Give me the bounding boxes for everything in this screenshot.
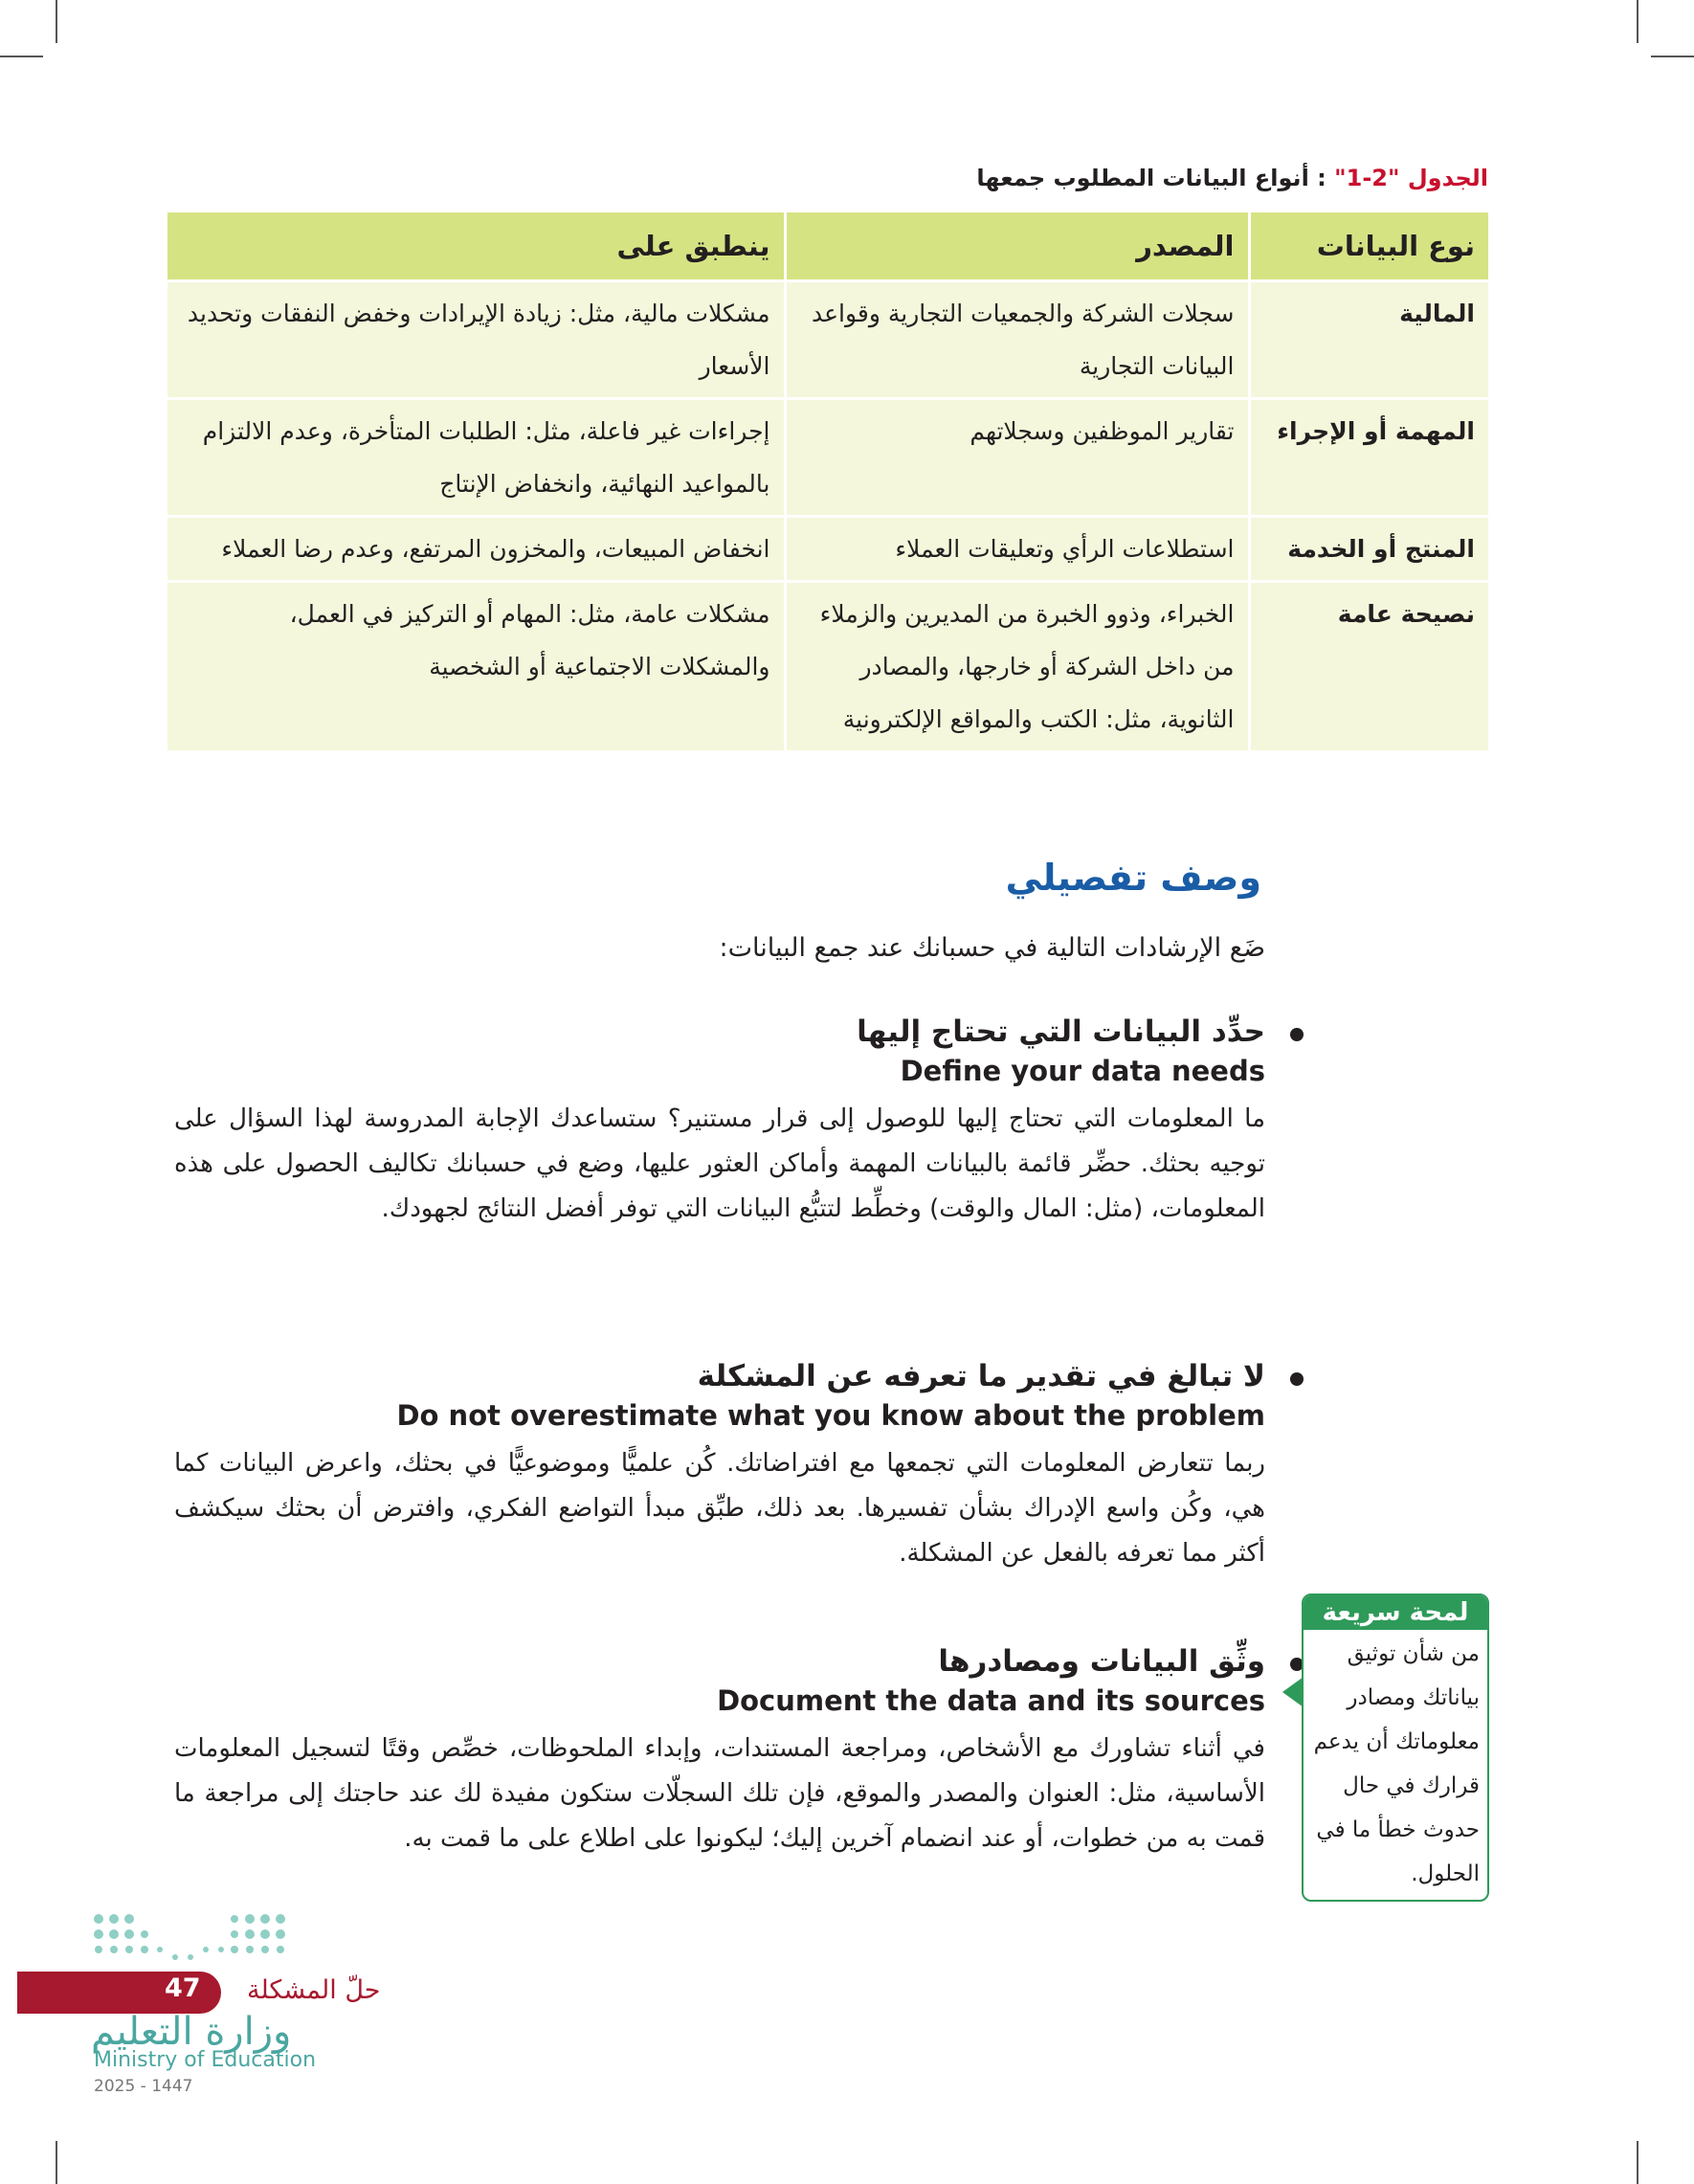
row-source: تقارير الموظفين وسجلاتهم [785, 399, 1249, 517]
bullet-title-en: Define your data needs [900, 1055, 1265, 1087]
crop-mark [1651, 56, 1694, 57]
tip-title: لمحة سريعة [1304, 1595, 1487, 1630]
bullet-document [174, 1644, 1265, 1861]
bullet-define-data [174, 1014, 1265, 1232]
footer-section-name: حلّ المشكلة [247, 1975, 381, 2005]
bullet-dot-icon [1290, 1372, 1304, 1386]
bullet-title-ar: لا تبالغ في تقدير ما تعرفه عن المشكلة [174, 1359, 1265, 1393]
table-caption [215, 165, 1488, 191]
table-row [167, 517, 1488, 582]
bullet-body: في أثناء تشاورك مع الأشخاص، ومراجعة المستندات، وإبداء الملحوظات، خصِّص وقتًا لتسجيل المعلومات الأساسية، مثل: العنوان والمصدر والموقع، فإن تلك السجلّات ستكون مفيدة لك عند حاجتك إلى مراجعة ما قمت به من خطوات، أو عند انضمام آخرين إليك؛ ليكونوا على اطلاع على ما قمت به. [174, 1734, 1265, 1853]
tip-text: من شأن توثيق بياناتك ومصادر معلوماتك أن يدعم قرارك في حال حدوث خطأ ما في الحلول. [1313, 1641, 1480, 1886]
section-heading: وصف تفصيلي [1005, 857, 1261, 899]
row-applies: انخفاض المبيعات، والمخزون المرتفع، وعدم رضا العملاء [167, 517, 785, 582]
table-row [167, 399, 1488, 517]
row-type: المالية [1249, 281, 1488, 399]
bullet-title-ar: وثِّق البيانات ومصادرها [174, 1644, 1265, 1679]
row-source: استطلاعات الرأي وتعليقات العملاء [785, 517, 1249, 582]
row-applies: مشكلات عامة، مثل: المهام أو التركيز في العمل، والمشكلات الاجتماعية أو الشخصية [167, 582, 785, 751]
row-source: سجلات الشركة والجمعيات التجارية وقواعد البيانات التجارية [785, 281, 1249, 399]
table-header-row [167, 212, 1488, 281]
edition-year: 2025 - 1447 [94, 2077, 193, 2096]
crop-mark [56, 2141, 57, 2184]
bullet-body: ربما تتعارض المعلومات التي تجمعها مع افتراضاتك. كُن علميًّا وموضوعيًّا في بحثك، واعرض البيانات كما هي، وكُن واسع الإدراك بشأن تفسيرها. بعد ذلك، طبِّق مبدأ التواضع الفكري، وافترض أن بحثك سيكشف أكثر مما تعرفه بالفعل عن المشكلة. [174, 1449, 1265, 1568]
row-applies: مشكلات مالية، مثل: زيادة الإيرادات وخفض النفقات وتحديد الأسعار [167, 281, 785, 399]
row-type: المنتج أو الخدمة [1249, 517, 1488, 582]
row-type: نصيحة عامة [1249, 582, 1488, 751]
tip-pointer-icon [1282, 1677, 1304, 1707]
data-types-table [167, 212, 1488, 750]
header-source: المصدر [785, 212, 1249, 281]
ministry-name-en: Ministry of Education [94, 2048, 317, 2072]
bullet-overestimate [174, 1359, 1265, 1576]
table-caption-text: : أنواع البيانات المطلوب جمعها [976, 165, 1326, 191]
row-type: المهمة أو الإجراء [1249, 399, 1488, 517]
crop-mark [56, 0, 57, 43]
header-data-type: نوع البيانات [1249, 212, 1488, 281]
section-intro: ضَع الإرشادات التالية في حسبانك عند جمع البيانات: [719, 933, 1265, 963]
bullet-dot-icon [1290, 1028, 1304, 1041]
row-applies: إجراءات غير فاعلة، مثل: الطلبات المتأخرة، وعدم الالتزام بالمواعيد النهائية، وانخفاض الإنتاج [167, 399, 785, 517]
header-applies-to: ينطبق على [167, 212, 785, 281]
quick-tip-box [1302, 1593, 1489, 1902]
bullet-title-en: Document the data and its sources [717, 1684, 1265, 1717]
table-caption-label: الجدول "2-1" [1334, 165, 1488, 191]
table-row [167, 281, 1488, 399]
page-number: 47 [165, 1973, 201, 2003]
crop-mark [0, 56, 43, 57]
table-row [167, 582, 1488, 751]
row-source: الخبراء، وذوو الخبرة من المديرين والزملاء من داخل الشركة أو خارجها، والمصادر الثانوية، مثل: الكتب والمواقع الإلكترونية [785, 582, 1249, 751]
bullet-title-en: Do not overestimate what you know about the problem [396, 1399, 1265, 1432]
crop-mark [1637, 2141, 1638, 2184]
bullet-title-ar: حدِّد البيانات التي تحتاج إليها [174, 1014, 1265, 1049]
ministry-logo-dots-icon [91, 1909, 301, 1976]
ministry-name-ar: وزارة التعليم [91, 2010, 292, 2054]
bullet-body: ما المعلومات التي تحتاج إليها للوصول إلى قرار مستنير؟ ستساعدك الإجابة المدروسة لهذا السؤال على توجيه بحثك. حضِّر قائمة بالبيانات المهمة وأماكن العثور عليها، وضع في حسبانك تكاليف الحصول على هذه المعلومات، (مثل: المال والوقت) وخطِّط لتتبُّع البيانات التي توفر أفضل النتائج لجهودك. [174, 1104, 1265, 1223]
crop-mark [1637, 0, 1638, 43]
